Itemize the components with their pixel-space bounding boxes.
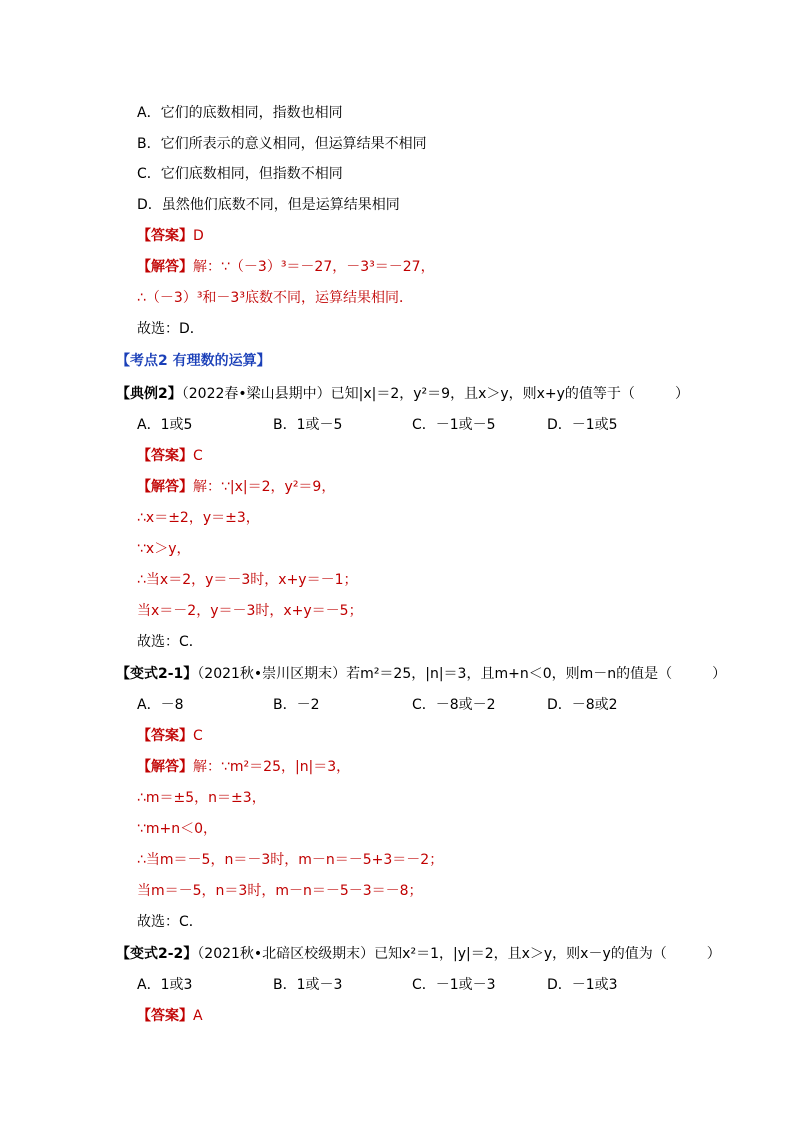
solution-line: 故选：C． (137, 634, 203, 650)
solution-line: ∴当m＝－5，n＝－3时，m－n＝－5+3＝－2； (137, 852, 444, 868)
answer-row (137, 447, 203, 465)
solution-line: ∴当x＝2，y＝－3时，x+y＝－1； (137, 572, 358, 588)
option-d: D．－8或2 (547, 697, 618, 713)
example-stem-text: （2022春•梁山县期中）已知|x|＝2，y²＝9，且x＞y，则x+y的值等于（ (181, 386, 635, 402)
solution-tag: 【解答】 (137, 259, 193, 275)
option-b: B．它们所表示的意义相同，但运算结果不相同 (137, 136, 427, 152)
solution-row (137, 258, 435, 276)
option-d: D．－1或3 (547, 977, 618, 993)
variant-options (137, 976, 697, 994)
option-c: C．－1或－5 (412, 417, 496, 433)
option-a: A．1或3 (137, 977, 193, 993)
variant-options (137, 696, 697, 714)
answer-tag: 【答案】 (137, 728, 193, 744)
option-c: C．－1或－3 (412, 977, 496, 993)
variant-stem (116, 665, 726, 683)
solution-line: 当x＝－2，y＝－3时，x+y＝－5； (137, 603, 363, 619)
answer-tag: 【答案】 (137, 228, 193, 244)
example-stem (116, 385, 689, 403)
solution-line: ∵x＞y， (137, 541, 191, 557)
answer-row (137, 727, 203, 745)
solution-tag: 【解答】 (137, 479, 193, 495)
solution-line: 解：∵m²＝25，|n|＝3， (193, 759, 351, 775)
answer-value: D (193, 228, 204, 244)
solution-line: 故选：D． (137, 321, 204, 337)
variant-stem-end: ） (712, 666, 727, 682)
example-tag: 【典例2】 (116, 386, 182, 402)
option-a: A．它们的底数相同，指数也相同 (137, 105, 343, 121)
answer-value: C (193, 448, 203, 464)
answer-value: A (193, 1008, 203, 1024)
solution-line: ∴m＝±5，n＝±3， (137, 790, 266, 806)
answer-tag: 【答案】 (137, 448, 193, 464)
example-options (137, 416, 697, 434)
solution-line: 解：∵|x|＝2，y²＝9， (193, 479, 336, 495)
solution-row (137, 758, 350, 776)
answer-tag: 【答案】 (137, 1008, 193, 1024)
solution-line: ∵m+n＜0， (137, 821, 218, 837)
variant-stem (116, 945, 721, 963)
variant-stem-text: （2021秋•崇川区期末）若m²＝25，|n|＝3，且m+n＜0，则m－n的值是（ (197, 666, 673, 682)
solution-line: 解：∵（－3）³＝－27，－3³＝－27， (193, 259, 435, 275)
answer-row (137, 1007, 203, 1025)
option-b: B．－2 (273, 697, 320, 713)
solution-tag: 【解答】 (137, 759, 193, 775)
option-d: D．虽然他们底数不同，但是运算结果相同 (137, 197, 400, 213)
example-stem-end: ） (674, 386, 689, 402)
solution-line: 当m＝－5，n＝3时，m－n＝－5－3＝－8； (137, 883, 423, 899)
option-d: D．－1或5 (547, 417, 618, 433)
option-b: B．1或－5 (273, 417, 343, 433)
solution-row (137, 478, 335, 496)
variant-tag: 【变式2-2】 (116, 946, 198, 962)
variant-stem-end: ） (706, 946, 721, 962)
option-c: C．－8或－2 (412, 697, 496, 713)
solution-line: ∴x＝±2，y＝±3， (137, 510, 260, 526)
option-a: A．－8 (137, 697, 184, 713)
answer-value: C (193, 728, 203, 744)
variant-stem-text: （2021秋•北碚区校级期末）已知x²＝1，|y|＝2，且x＞y，则x－y的值为（ (197, 946, 667, 962)
answer-row (137, 227, 204, 245)
solution-line: ∴（－3）³和－3³底数不同，运算结果相同． (137, 290, 413, 306)
variant-tag: 【变式2-1】 (116, 666, 198, 682)
section-title: 【考点2 有理数的运算】 (116, 353, 271, 369)
option-b: B．1或－3 (273, 977, 343, 993)
option-a: A．1或5 (137, 417, 193, 433)
option-c: C．它们底数相同，但指数不相同 (137, 166, 343, 182)
solution-line: 故选：C． (137, 914, 203, 930)
